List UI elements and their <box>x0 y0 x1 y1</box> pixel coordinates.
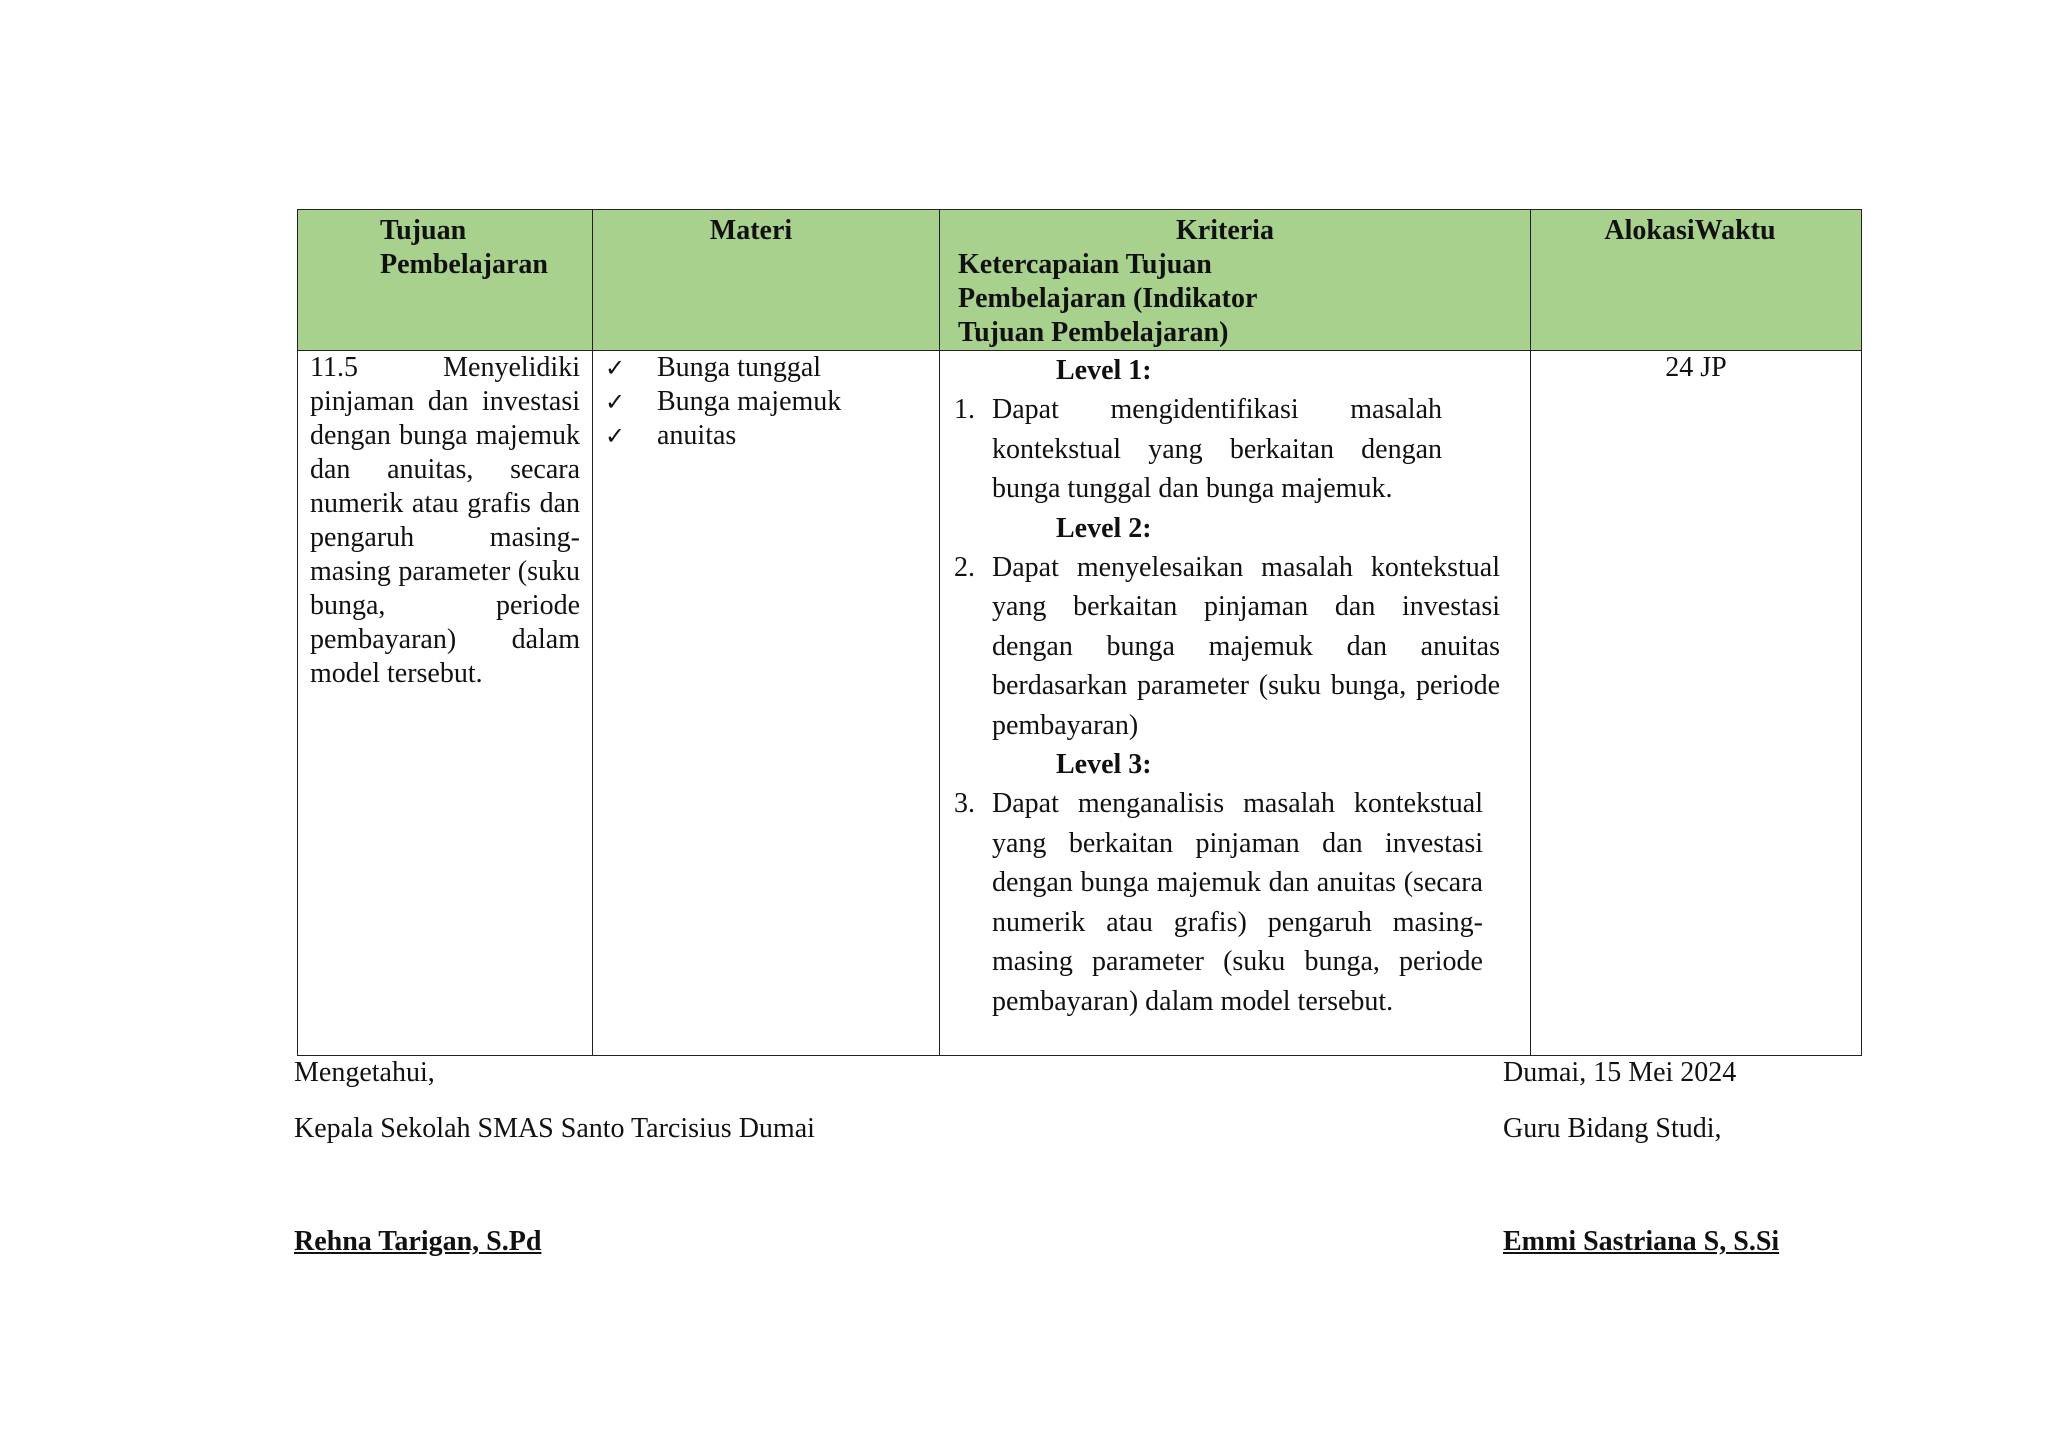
header-kriteria-line1: Kriteria <box>1176 215 1274 246</box>
header-kriteria <box>940 210 1531 351</box>
footer-right-signatory: Emmi Sastriana S, S.Si <box>1503 1226 1780 1257</box>
level-2-label: Level 2: <box>1056 512 1152 544</box>
criteria-item-1 <box>954 390 1500 509</box>
criteria-number: 2. <box>954 551 975 583</box>
header-materi-label: Materi <box>709 215 793 246</box>
criteria-item-3 <box>954 784 1500 1021</box>
criteria-item-2 <box>954 548 1500 746</box>
materi-list <box>593 351 939 453</box>
criteria-item-1-text: Dapat mengidentifikasi masalah kontekstual yang berkaitan dengan bunga tunggal dan bunga majemuk. <box>992 394 1442 504</box>
materi-item-label: anuitas <box>657 420 737 451</box>
header-alokasi-label: AlokasiWaktu <box>1604 215 1776 246</box>
alokasi-value: 24 JP <box>1665 352 1727 383</box>
header-alokasi <box>1531 210 1862 351</box>
cell-tujuan <box>298 351 593 1056</box>
header-kriteria-line2: Ketercapaian Tujuan <box>958 249 1212 280</box>
tujuan-text: 11.5 Menyelidiki pinjaman dan investasi dengan bunga majemuk dan anuitas, secara numerik atau grafis dan pengaruh masing- masing parameter (suku bunga, periode pembayaran) dalam model tersebut. <box>310 352 580 689</box>
criteria-number: 1. <box>954 394 975 425</box>
materi-item-label: Bunga tunggal <box>657 352 822 383</box>
table-header-row <box>298 210 1862 351</box>
footer-right-role: Guru Bidang Studi, <box>1503 1113 1722 1144</box>
cell-materi <box>593 351 940 1056</box>
check-icon: ✓ <box>605 422 626 450</box>
lesson-plan-table <box>297 209 1862 1056</box>
footer-right-date: Dumai, 15 Mei 2024 <box>1503 1057 1737 1088</box>
list-item <box>605 351 939 385</box>
level-1-label: Level 1: <box>1056 355 1152 386</box>
header-kriteria-line3: Pembelajaran (Indikator <box>958 283 1258 314</box>
table-row <box>298 351 1862 1056</box>
level-3-label: Level 3: <box>1056 749 1152 780</box>
check-icon: ✓ <box>605 388 626 416</box>
materi-item-label: Bunga majemuk <box>657 386 842 417</box>
header-tujuan-line2: Pembelajaran <box>380 249 548 280</box>
header-tujuan <box>298 210 593 351</box>
cell-alokasi <box>1531 351 1862 1056</box>
header-tujuan-line1: Tujuan <box>380 215 467 246</box>
header-materi <box>593 210 940 351</box>
footer-left-role: Kepala Sekolah SMAS Santo Tarcisius Dumai <box>294 1113 815 1144</box>
header-kriteria-line4: Tujuan Pembelajaran) <box>958 317 1229 348</box>
footer-left-signatory: Rehna Tarigan, S.Pd <box>294 1226 542 1257</box>
criteria-number: 3. <box>954 788 975 819</box>
criteria-item-2-text: Dapat menyelesaikan masalah kontekstual yang berkaitan pinjaman dan investasi dengan bunga majemuk dan anuitas berdasarkan parameter (suku bunga, periode pembayaran) <box>992 551 1500 741</box>
cell-kriteria <box>940 351 1531 1056</box>
footer-left-greeting: Mengetahui, <box>294 1057 435 1088</box>
criteria-item-3-text: Dapat menganalisis masalah kontekstual yang berkaitan pinjaman dan investasi dengan bunga majemuk dan anuitas (secara numerik atau grafis) pengaruh masing-masing parameter (suku bunga, periode pembayaran) dalam model tersebut. <box>992 788 1483 1017</box>
check-icon: ✓ <box>605 354 626 382</box>
list-item <box>605 419 939 453</box>
list-item <box>605 385 939 419</box>
